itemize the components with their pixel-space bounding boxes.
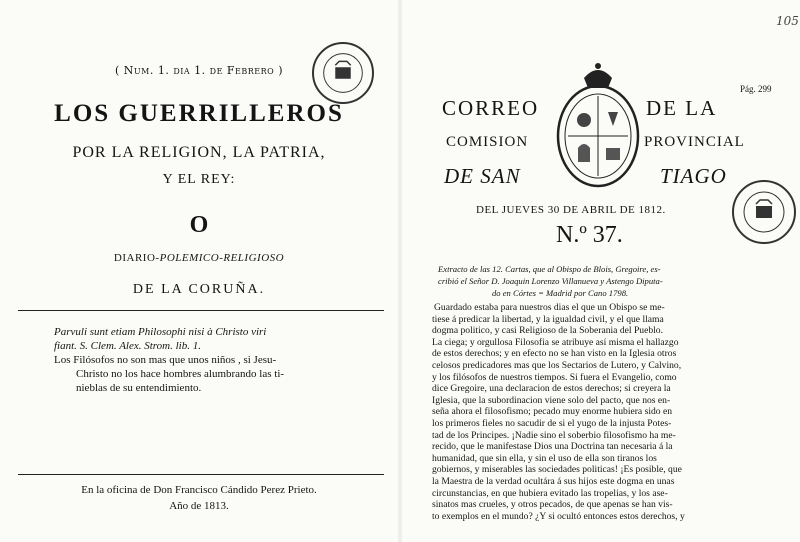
spanish-quote-line-3: nieblas de su entendimiento.: [76, 382, 202, 394]
latin-quote-line-2: fiant. S. Clem. Alex. Strom. lib. 1.: [54, 340, 201, 352]
article-line: de estos derechos; y en efecto no se han visto en la Iglesia otros: [432, 348, 677, 360]
extract-line-2: cribió el Señor D. Joaquin Lorenzo Villanueva y Astengo Diputa-: [438, 276, 663, 286]
article-line: tiese á predicar la libertad, y la igualdad civil, y el que llama: [432, 313, 664, 325]
article-line: dice Gregoire, una declaracion de estos derechos; si creyera la: [432, 383, 671, 395]
handwritten-number: 105: [776, 14, 799, 28]
stamp-seal-icon: [734, 182, 794, 242]
title-tiago: TIAGO: [660, 164, 727, 188]
right-page: [402, 0, 800, 542]
article-line: to exemplos en el mundo? ¿Y si ocultó entonces estos derechos, y: [432, 510, 685, 522]
location-line: DE LA CORUÑA.: [132, 282, 266, 297]
spanish-quote-line-1: Los Filósofos no son mas que unos niños , si Jesu-: [54, 354, 277, 366]
date-line: DEL JUEVES 30 DE ABRIL DE 1812.: [476, 204, 666, 216]
article-line: y los filósofos de nuestros tiempos. Si fuera el Evangelio, como: [432, 371, 677, 383]
issue-line: ( Num. 1. dia 1. de Febrero ): [114, 64, 283, 77]
article-line: dogma politico, y casi Religioso de la Soberania del Pueblo.: [432, 325, 664, 337]
page-label: Pág. 299: [740, 84, 772, 94]
title-comision: COMISION: [446, 134, 529, 150]
article-line: los primeros fieles no sacudir de si el yugo de la injusta Potes-: [432, 417, 672, 429]
article-line: recido, que le manifestase Dios una Doctrina tan necesaria á la: [432, 441, 673, 453]
extract-line-3: do en Córtes = Madrid por Cano 1798.: [492, 288, 629, 298]
or-word: O: [189, 212, 209, 238]
article-line: la Maestra de la verdad ocultára á sus hijos este dogma en unas: [432, 475, 675, 487]
title-correo: CORREO: [442, 96, 540, 120]
diario-line: [0, 252, 398, 264]
extract-line-1: Extracto de las 12. Cartas, que al Obispo de Blois, Gregoire, es-: [438, 264, 661, 274]
article-line: circunstancias, en que hubiera evitado las tropelias, y los ase-: [432, 487, 668, 499]
article-line: tad de los Principes. ¡Nadie sino el soberbio filosofismo ha me-: [432, 429, 676, 441]
subtitle-line-1: POR LA RELIGION, LA PATRIA,: [72, 144, 326, 161]
subtitle-line-2: Y EL REY:: [162, 172, 236, 187]
article-line: celosos predicadores mas que los Sectarios de Lutero, y Calvino,: [432, 359, 682, 371]
spanish-quote-line-2: Christo no los hace hombres alumbrando las ti-: [76, 368, 285, 380]
title-de-san: DE SAN: [444, 164, 521, 188]
article-line: Guardado estaba para nuestros dias el que un Obispo se me-: [434, 302, 665, 313]
issue-number: N.º 37.: [556, 222, 623, 248]
title-provincial: PROVINCIAL: [644, 134, 745, 150]
top-rule: [18, 310, 384, 311]
imprint-line-2: Año de 1813.: [169, 500, 229, 512]
left-page: [0, 0, 398, 542]
article-line: sinatos mas crueles, y otros pecados, de que apenas se han vis-: [432, 499, 673, 511]
bottom-rule: [18, 474, 384, 475]
library-stamp: [732, 180, 796, 244]
article-body: [432, 302, 776, 522]
imprint-line-1: En la oficina de Don Francisco Cándido Perez Prieto.: [81, 484, 317, 496]
article-line: gobiernos, y miserables las sociedades politicas! ¡Es posible, que: [432, 464, 682, 476]
latin-quote-line-1: Parvuli sunt etiam Philosophi nisi à Christo viri: [54, 326, 267, 338]
article-line: Iglesia, que la subordinacion viene solo del pacto, que nos en-: [432, 394, 671, 406]
diario-prefix: DIARIO-: [113, 252, 160, 264]
article-line: La ciega; y orgullosa Filosofia se atribuye así misma el hallazgo: [432, 336, 679, 348]
title-de-la: DE LA: [646, 96, 718, 120]
diario-subtitle: POLEMICO-RELIGIOSO: [159, 252, 285, 264]
article-line: seña ahora el filosofismo; pecado muy enorme hubiera sido en: [432, 406, 673, 418]
newspaper-title: LOS GUERRILLEROS: [54, 100, 344, 127]
coat-of-arms-icon: [554, 60, 642, 190]
article-line: humanidad, que sin ella, y sin el uso de ella son tiranos los: [432, 452, 657, 464]
